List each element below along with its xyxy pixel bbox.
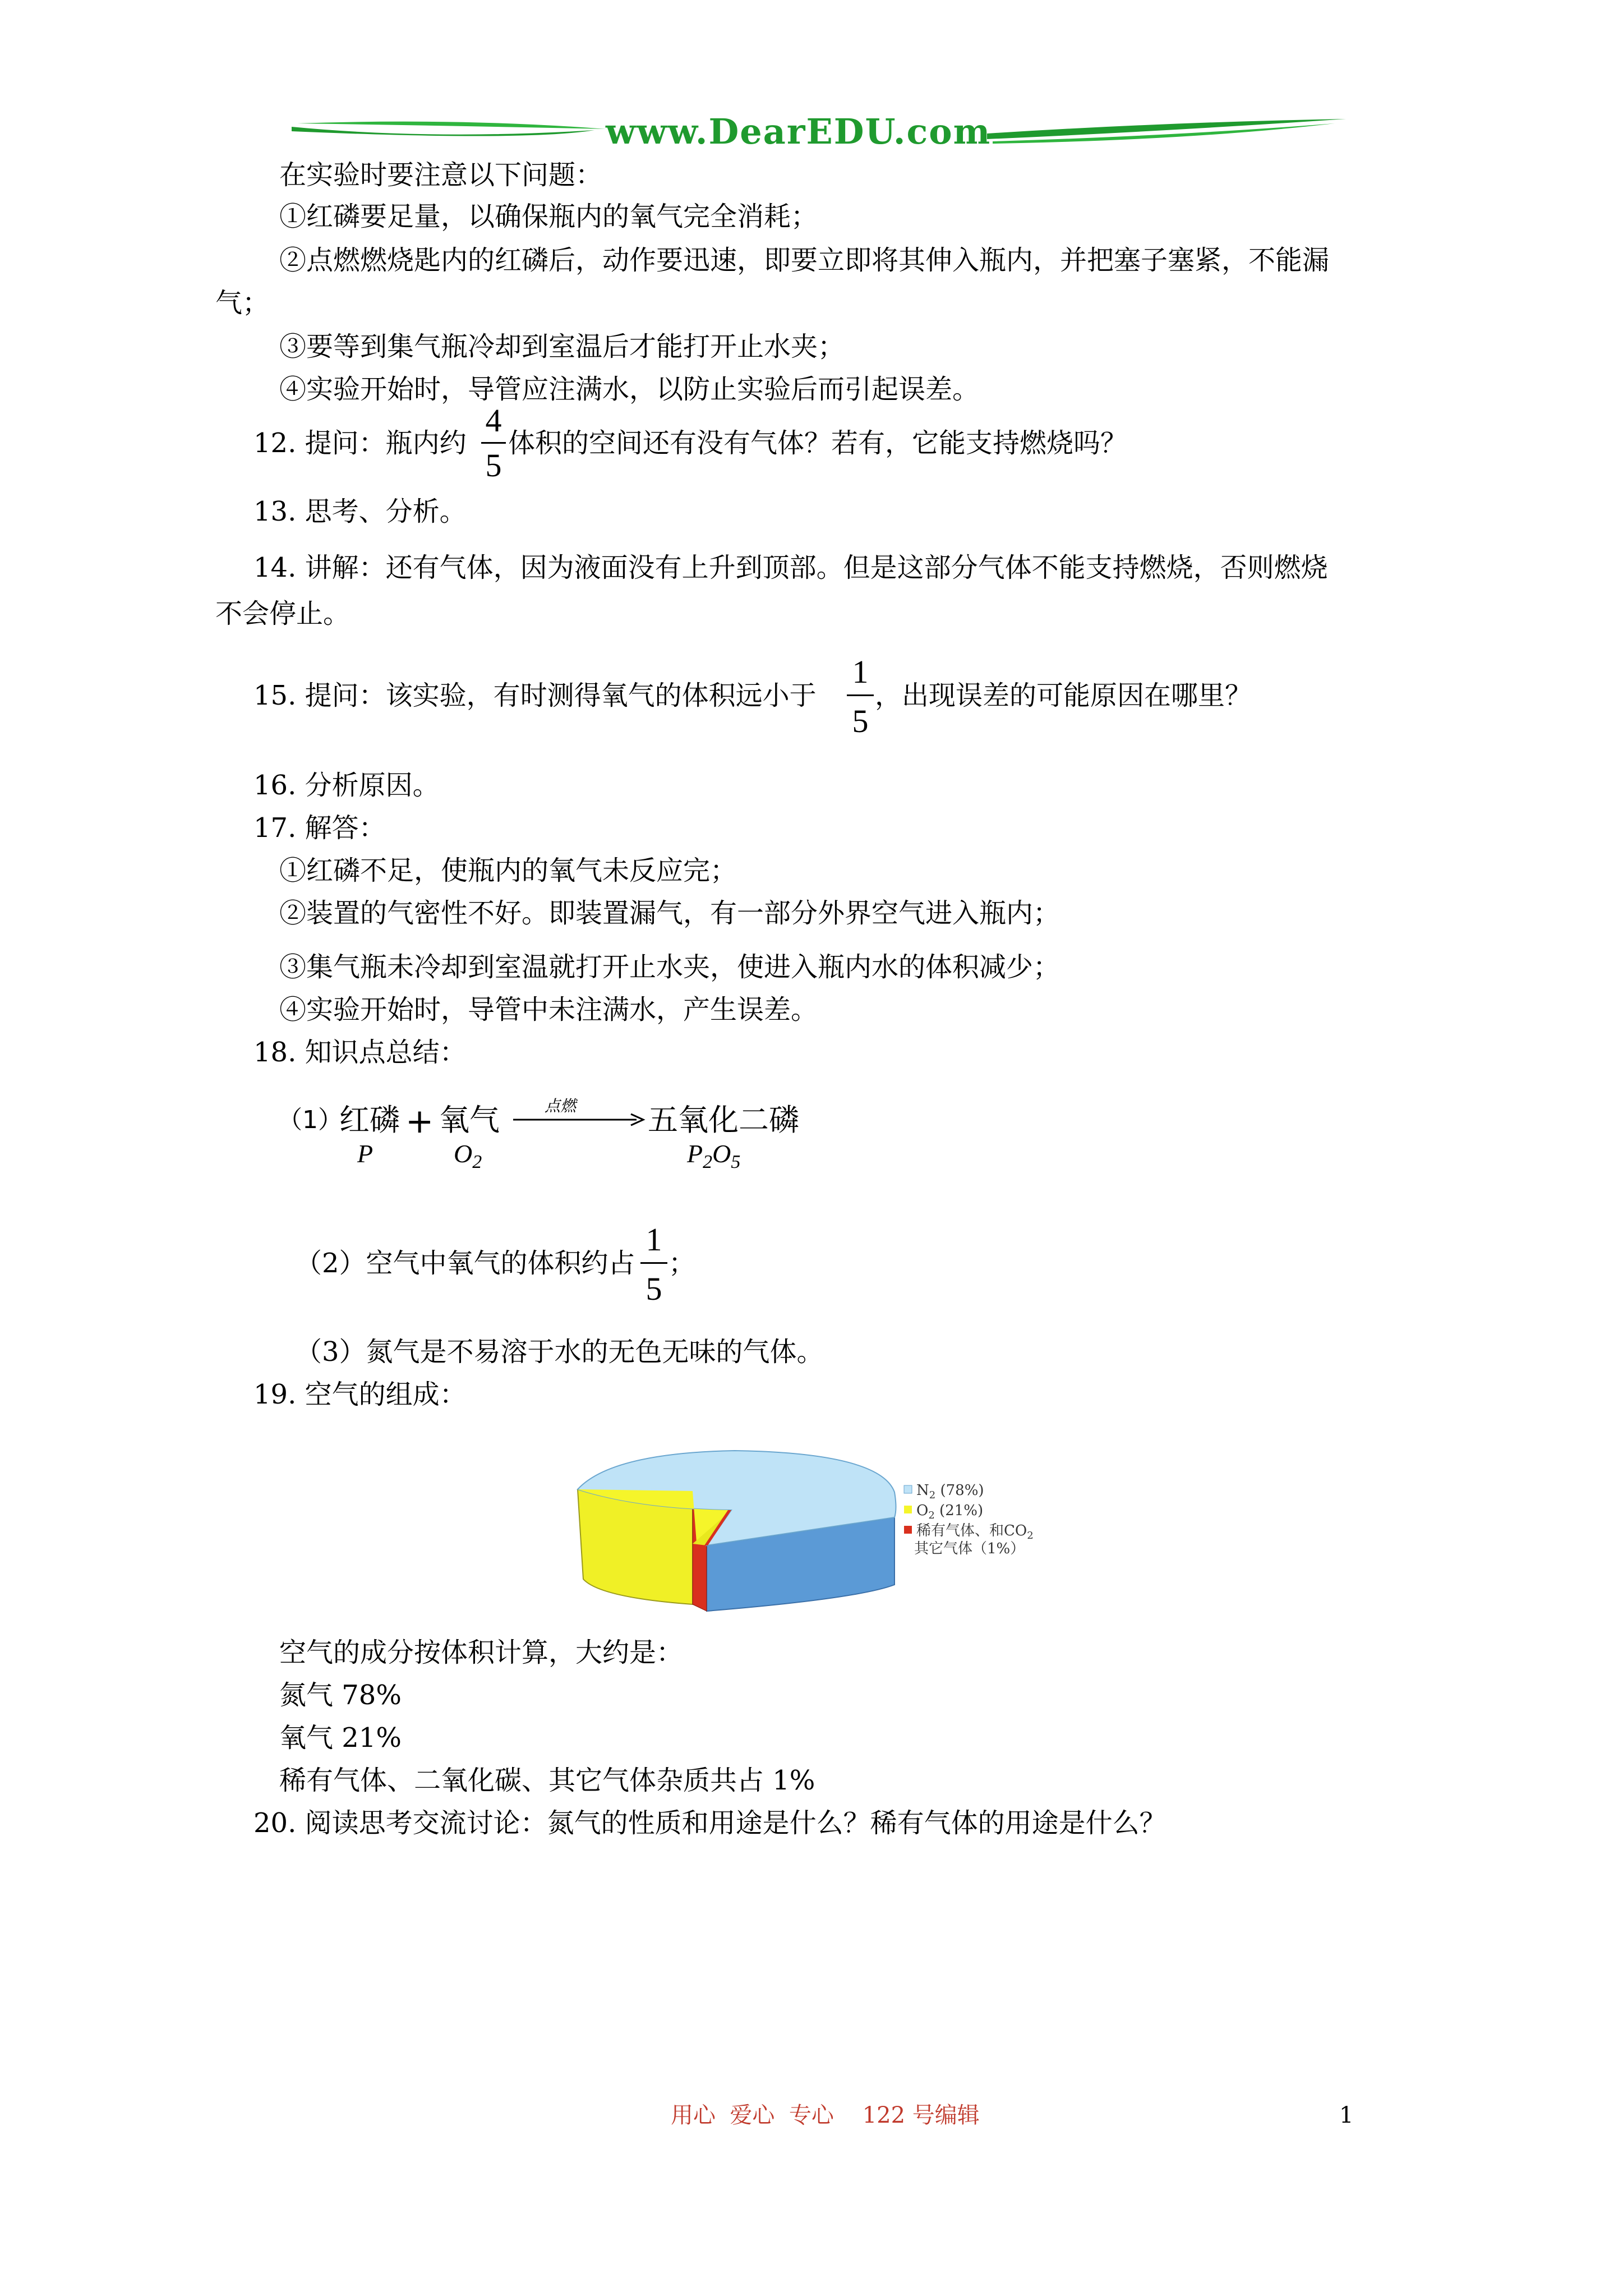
- question-18: 18. 知识点总结：: [253, 1037, 467, 1068]
- chemical-equation: [278, 1094, 816, 1184]
- reactant-1: 红磷: [339, 1102, 400, 1138]
- answer-3: ③集气瓶未冷却到室温就打开止水夹，使进入瓶内水的体积减少；: [279, 951, 1061, 983]
- text-line: ③要等到集气瓶冷却到室温后才能打开止水夹；: [279, 331, 845, 362]
- text-line: ④实验开始时，导管应注满水，以防止实验后而引起误差。: [279, 374, 980, 405]
- legend-n2: $N_2$ (78%): [916, 1482, 984, 1502]
- text-line: 在实验时要注意以下问题：: [279, 159, 603, 191]
- question-16: 16. 分析原因。: [253, 770, 440, 801]
- fraction-denominator: 5: [485, 447, 502, 484]
- composition-o2: 氧气 21%: [279, 1722, 402, 1754]
- symbol-p: P: [357, 1139, 374, 1168]
- symbol-o2: $O_2$: [454, 1139, 482, 1173]
- answer-1: ①红磷不足，使瓶内的氧气未反应完；: [279, 855, 737, 886]
- question-12-rest: 体积的空间还有没有气体？若有，它能支持燃烧吗？: [508, 427, 1128, 459]
- air-composition-chart: [566, 1447, 1071, 1616]
- question-12: 12. 提问：瓶内约: [253, 427, 467, 459]
- question-15-rest: ，出现误差的可能原因在哪里？: [875, 680, 1252, 711]
- fraction-bar: [481, 442, 506, 444]
- answer-2: ②装置的气密性不好。即装置漏气，有一部分外界空气进入瓶内；: [279, 898, 1061, 929]
- text-line: ②点燃燃烧匙内的红磷后，动作要迅速，即要立即将其伸入瓶内，并把塞子塞紧，不能漏: [279, 245, 1330, 276]
- fraction-bar: [847, 694, 874, 696]
- answer-4: ④实验开始时，导管中未注满水，产生误差。: [279, 994, 818, 1025]
- text-line: ①红磷要足量，以确保瓶内的氧气完全消耗；: [279, 201, 818, 232]
- question-19: 19. 空气的组成：: [253, 1379, 467, 1410]
- question-14: 14. 讲解：还有气体，因为液面没有上升到顶部。但是这部分气体不能支持燃烧，否则燃烧: [253, 552, 1328, 583]
- question-14-cont: 不会停止。: [215, 598, 351, 629]
- fraction-bar: [640, 1262, 667, 1264]
- equation-label: （1）: [278, 1106, 343, 1134]
- plus-sign: +: [405, 1102, 434, 1141]
- question-20: 20. 阅读思考交流讨论：氮气的性质和用途是什么？稀有气体的用途是什么？: [253, 1807, 1166, 1839]
- logo-text[interactable]: www.DearEDU.com: [606, 111, 992, 152]
- question-15: 15. 提问：该实验，有时测得氧气的体积远小于: [253, 680, 817, 711]
- fraction-denominator: 5: [852, 703, 869, 739]
- fraction-numerator: 1: [645, 1221, 662, 1258]
- legend-swatch-o2: [904, 1506, 912, 1513]
- question-13: 13. 思考、分析。: [253, 496, 467, 527]
- question-17: 17. 解答：: [253, 812, 386, 844]
- page-number: 1: [1339, 2102, 1354, 2128]
- composition-intro: 空气的成分按体积计算，大约是：: [279, 1637, 684, 1668]
- reaction-arrow: [513, 1108, 648, 1131]
- legend-rare-gases: 稀有气体、和$CO_2$: [916, 1522, 1034, 1542]
- composition-n2: 氮气 78%: [279, 1680, 402, 1711]
- symbol-p2o5: $P_2O_5$: [687, 1139, 741, 1173]
- text-line: 气；: [215, 287, 270, 319]
- knowledge-2: （2）空气中氧气的体积约占: [295, 1248, 635, 1279]
- reaction-condition: 点燃: [545, 1097, 577, 1115]
- fraction-numerator: 4: [485, 402, 502, 439]
- fraction-numerator: 1: [852, 654, 869, 690]
- knowledge-2-end: ；: [668, 1248, 696, 1279]
- legend-rare-gases-line2: 其它气体（1%）: [914, 1540, 1025, 1557]
- legend-swatch-n2: [904, 1485, 912, 1493]
- fraction-denominator: 5: [645, 1271, 662, 1307]
- reactant-2: 氧气: [439, 1102, 500, 1138]
- legend-swatch-rare: [904, 1526, 912, 1534]
- legend-o2: $O_2$ (21%): [916, 1502, 984, 1522]
- product: 五氧化二磷: [648, 1102, 799, 1138]
- composition-others: 稀有气体、二氧化碳、其它气体杂质共占 1%: [279, 1765, 815, 1796]
- footer-text: 用心 爱心 专心 122 号编辑: [671, 2102, 980, 2128]
- knowledge-3: （3）氮气是不易溶于水的无色无味的气体。: [295, 1336, 824, 1368]
